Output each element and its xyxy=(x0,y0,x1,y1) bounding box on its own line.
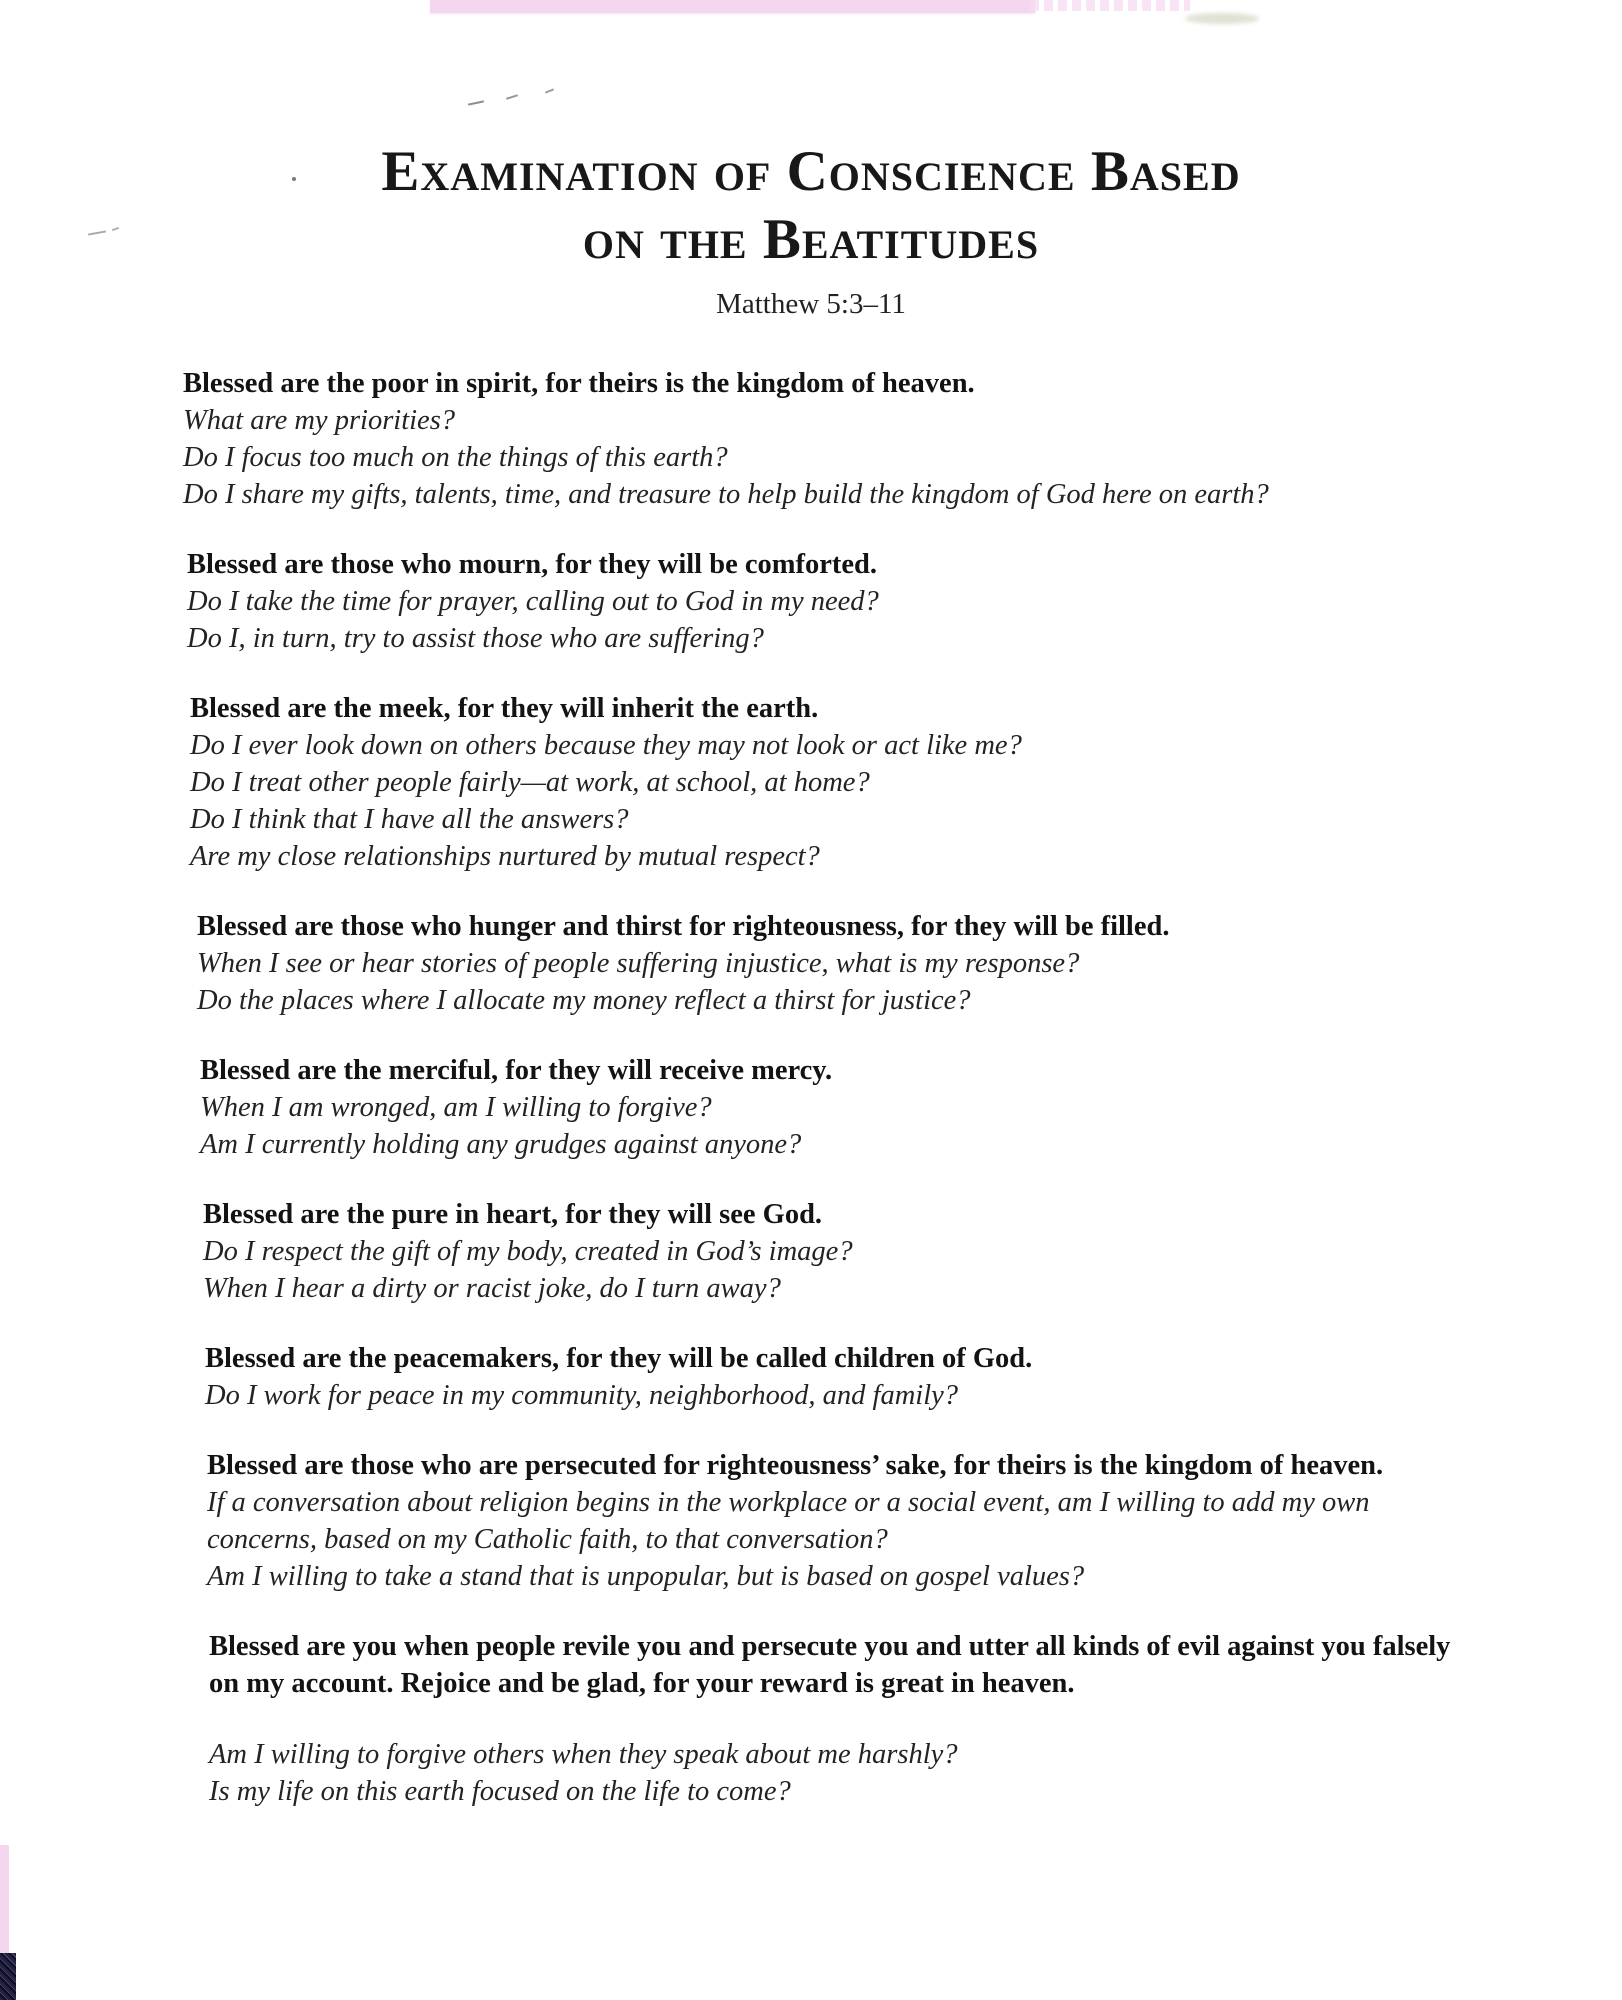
examination-question: Are my close relationships nurtured by mutual respect? xyxy=(190,841,820,872)
beatitude-section xyxy=(205,1340,1482,1414)
examination-question: If a conversation about religion begins in the workplace or a social event, am I willing to add my own concerns, based on my Catholic faith, to that conversation? xyxy=(207,1487,1370,1555)
examination-question: Am I willing to take a stand that is unpopular, but is based on gospel values? xyxy=(207,1561,1085,1592)
title-line-1: Examination of Conscience Based xyxy=(381,140,1241,203)
scan-artifact-left-strip xyxy=(0,1845,9,1957)
examination-question: When I see or hear stories of people suffering injustice, what is my response? xyxy=(197,948,1080,979)
question-list xyxy=(205,1377,1482,1414)
examination-question: Do I share my gifts, talents, time, and treasure to help build the kingdom of God here on earth? xyxy=(183,479,1269,510)
question-list xyxy=(197,945,1482,1019)
examination-question: Do I work for peace in my community, neighborhood, and family? xyxy=(205,1380,959,1411)
beatitude-heading: Blessed are the meek, for they will inherit the earth. xyxy=(190,693,819,724)
examination-question: Do the places where I allocate my money reflect a thirst for justice? xyxy=(197,985,971,1016)
examination-question: Do I respect the gift of my body, created in God’s image? xyxy=(203,1236,853,1267)
examination-question: Do I focus too much on the things of this earth? xyxy=(183,442,728,473)
beatitude-section xyxy=(197,908,1482,1019)
title-line-2: on the Beatitudes xyxy=(582,208,1040,271)
examination-question: Am I currently holding any grudges against anyone? xyxy=(200,1129,802,1160)
examination-question: Is my life on this earth focused on the life to come? xyxy=(209,1776,791,1807)
beatitude-heading: Blessed are the pure in heart, for they will see God. xyxy=(203,1199,823,1230)
examination-question: What are my priorities? xyxy=(183,405,456,436)
beatitude-heading: Blessed are those who are persecuted for righteousness’ sake, for theirs is the kingdom of heaven. xyxy=(207,1450,1384,1481)
beatitude-section xyxy=(187,546,1482,657)
document-header xyxy=(0,0,1622,321)
scripture-reference: Matthew 5:3–11 xyxy=(716,288,906,320)
beatitude-heading: Blessed are those who mourn, for they will be comforted. xyxy=(187,549,877,580)
beatitudes-list xyxy=(0,365,1622,1810)
beatitude-section xyxy=(207,1447,1482,1595)
examination-question: When I hear a dirty or racist joke, do I turn away? xyxy=(203,1273,781,1304)
beatitude-section xyxy=(190,690,1482,875)
examination-question: When I am wronged, am I willing to forgive? xyxy=(200,1092,712,1123)
beatitude-heading: Blessed are the peacemakers, for they will be called children of God. xyxy=(205,1343,1033,1374)
examination-question: Do I treat other people fairly—at work, at school, at home? xyxy=(190,767,870,798)
question-list xyxy=(203,1233,1482,1307)
question-list xyxy=(209,1736,1482,1810)
examination-question: Do I take the time for prayer, calling out to God in my need? xyxy=(187,586,879,617)
beatitude-heading: Blessed are the poor in spirit, for theirs is the kingdom of heaven. xyxy=(183,368,975,399)
beatitude-section xyxy=(200,1052,1482,1163)
examination-question: Do I think that I have all the answers? xyxy=(190,804,629,835)
examination-question: Am I willing to forgive others when they speak about me harshly? xyxy=(209,1739,958,1770)
beatitude-heading: Blessed are the merciful, for they will receive mercy. xyxy=(200,1055,833,1086)
beatitude-heading: Blessed are you when people revile you and persecute you and utter all kinds of evil against you falsely on my account. Rejoice and be glad, for your reward is great in heaven. xyxy=(209,1631,1451,1699)
examination-question: Do I ever look down on others because they may not look or act like me? xyxy=(190,730,1022,761)
scan-artifact-corner-block xyxy=(0,1953,16,2000)
beatitude-section xyxy=(203,1196,1482,1307)
question-list xyxy=(200,1089,1482,1163)
examination-question: Do I, in turn, try to assist those who are suffering? xyxy=(187,623,764,654)
question-list xyxy=(187,583,1482,657)
question-list xyxy=(207,1484,1482,1595)
beatitude-section xyxy=(183,365,1482,513)
beatitude-section xyxy=(209,1628,1482,1810)
question-list xyxy=(183,402,1482,513)
question-list xyxy=(190,727,1482,875)
page-title xyxy=(0,138,1622,274)
beatitude-heading: Blessed are those who hunger and thirst for righteousness, for they will be filled. xyxy=(197,911,1170,942)
